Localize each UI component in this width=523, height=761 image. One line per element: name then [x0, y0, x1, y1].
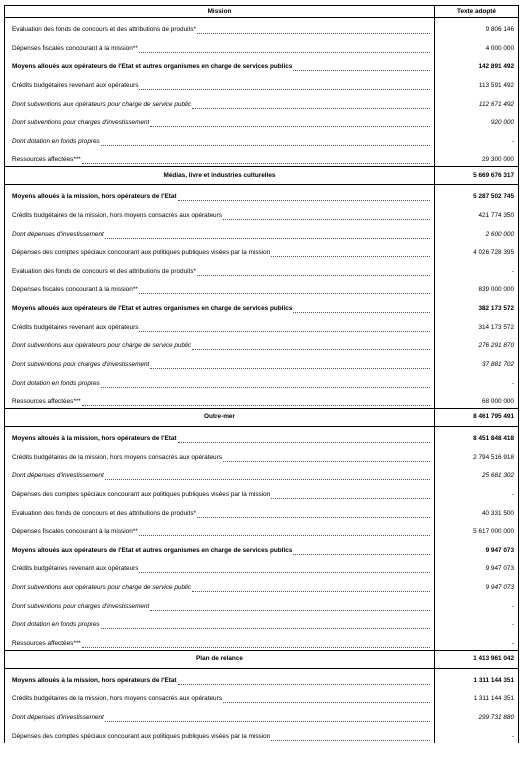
table-row [5, 73, 519, 92]
dotted-leader [197, 270, 430, 276]
dotted-leader [150, 121, 430, 127]
table-row [5, 538, 519, 557]
table-row [5, 222, 519, 241]
table-row [5, 315, 519, 334]
row-value: - [511, 621, 514, 629]
table-row [5, 371, 519, 390]
row-label: Evaluation des fonds de concours et des attributions de produits* [12, 267, 197, 275]
row-value: 29 300 000 [482, 156, 514, 164]
row-label: Moyens alloués aux opérateurs de l'Etat et autres organismes en charge de services publics [12, 63, 293, 71]
row-value: 68 000 000 [482, 397, 514, 405]
table-row [5, 278, 519, 297]
row-label: Dont subventions pour charges d'investissement [12, 119, 150, 127]
dotted-leader [101, 140, 430, 146]
row-label: Dont subventions aux opérateurs pour charge de service public [12, 100, 192, 108]
table-row [5, 185, 519, 204]
table-row [5, 92, 519, 111]
table-row [5, 668, 519, 687]
row-value: - [511, 137, 514, 145]
row-value: 37 881 702 [482, 361, 514, 369]
row-value: 299 731 880 [478, 713, 514, 721]
section-total: 1 413 961 042 [473, 655, 514, 662]
table-row [5, 148, 519, 167]
dotted-leader [192, 586, 430, 592]
row-value: 40 331 500 [482, 509, 514, 517]
section-title: Plan de relance [196, 655, 243, 662]
row-value: 1 311 144 351 [473, 676, 514, 684]
table-row [5, 575, 519, 594]
section-title: Médias, livre et industries culturelles [163, 171, 276, 179]
row-value: - [511, 267, 514, 275]
row-value: 839 000 000 [478, 286, 514, 294]
dotted-leader [192, 344, 430, 350]
row-value: 112 671 492 [478, 100, 514, 108]
table-row [5, 501, 519, 520]
dotted-leader [101, 623, 430, 629]
row-label: Dépenses des comptes spéciaux concourant aux politiques publiques visées par la mission [12, 249, 271, 257]
row-value: 4 000 000 [485, 44, 514, 52]
row-label: Crédits budgétaires de la mission, hors moyens consacrés aux opérateurs [12, 211, 222, 219]
row-label: Ressources affectées*** [12, 397, 81, 405]
table-row [5, 464, 519, 483]
row-label: Dépenses fiscales concourant à la mission** [12, 528, 138, 536]
row-label: Moyens alloués à la mission, hors opérateurs de l'Etat [12, 193, 177, 201]
row-label: Crédits budgétaires de la mission, hors moyens consacrés aux opérateurs [12, 695, 222, 703]
table-row [5, 426, 519, 445]
row-label: Dont dotation en fonds propres [12, 137, 100, 145]
row-label: Dont dotation en fonds propres [12, 379, 100, 387]
row-label: Evaluation des fonds de concours et des attributions de produits* [12, 509, 197, 517]
dotted-leader [139, 84, 430, 90]
row-label: Ressources affectées*** [12, 639, 81, 647]
row-label: Dont subventions pour charges d'investissement [12, 361, 150, 369]
row-label: Moyens alloués à la mission, hors opérateurs de l'Etat [12, 676, 177, 684]
dotted-leader [105, 233, 430, 239]
table-row [5, 390, 519, 409]
row-label: Dépenses fiscales concourant à la mission** [12, 286, 138, 294]
row-label: Dont subventions aux opérateurs pour charge de service public [12, 584, 192, 592]
row-value: 9 806 146 [485, 26, 514, 34]
dotted-leader [178, 679, 430, 685]
row-label: Dont dépenses d'investissement [12, 472, 104, 480]
table-row [5, 445, 519, 464]
table-row [5, 631, 519, 650]
dotted-leader [223, 214, 430, 220]
budget-table-page [4, 5, 518, 743]
row-value: 9 947 073 [485, 565, 514, 573]
row-value: - [511, 732, 514, 740]
dotted-leader [139, 567, 430, 573]
row-value: 2 600 000 [485, 230, 514, 238]
table-row [5, 520, 519, 539]
budget-table [4, 5, 519, 743]
row-label: Dépenses des comptes spéciaux concourant aux politiques publiques visées par la mission [12, 490, 271, 498]
dotted-leader [197, 28, 430, 34]
row-label: Ressources affectées*** [12, 156, 81, 164]
row-value: 1 311 144 351 [473, 695, 514, 703]
row-label: Moyens alloués à la mission, hors opérateurs de l'Etat [12, 434, 177, 442]
row-value: 5 617 000 000 [473, 528, 514, 536]
row-label: Dépenses fiscales concourant à la mission** [12, 44, 138, 52]
section-total: 8 461 795 491 [473, 413, 514, 421]
row-value: 421 774 350 [478, 211, 514, 219]
dotted-leader [192, 103, 430, 109]
table-row [5, 296, 519, 315]
table-row [5, 352, 519, 371]
dotted-leader [293, 549, 430, 555]
row-label: Dépenses des comptes spéciaux concourant aux politiques publiques visées par la mission [12, 732, 271, 740]
row-value: - [511, 490, 514, 498]
dotted-leader [139, 530, 430, 536]
row-value: 142 891 492 [478, 63, 514, 71]
dotted-leader [271, 735, 430, 741]
dotted-leader [293, 65, 430, 71]
table-row [5, 594, 519, 613]
table-row [5, 687, 519, 706]
dotted-leader [178, 195, 430, 201]
row-label: Dont dépenses d'investissement [12, 713, 104, 721]
dotted-leader [178, 437, 430, 443]
row-label: Dont dotation en fonds propres [12, 621, 100, 629]
table-body [5, 18, 519, 743]
table-row [5, 259, 519, 278]
section-header-row [5, 408, 519, 426]
row-label: Crédits budgétaires revenant aux opérateurs [12, 565, 139, 573]
section-total: 5 669 676 317 [473, 171, 514, 179]
dotted-leader [293, 307, 430, 313]
dotted-leader [223, 456, 430, 462]
row-value: - [511, 639, 514, 647]
row-value: 5 287 502 745 [473, 193, 514, 201]
table-row [5, 129, 519, 148]
section-title: Outre-mer [204, 413, 235, 421]
row-value: 25 681 302 [482, 472, 514, 480]
dotted-leader [82, 158, 430, 164]
row-value: 382 173 572 [478, 305, 514, 313]
dotted-leader [139, 288, 430, 294]
header-mission: Mission [5, 6, 435, 18]
dotted-leader [105, 716, 430, 722]
table-row [5, 482, 519, 501]
table-row [5, 557, 519, 576]
row-value: 9 947 073 [485, 584, 514, 592]
section-header-row [5, 167, 519, 185]
table-row [5, 36, 519, 55]
dotted-leader [105, 474, 430, 480]
row-value: 9 947 073 [485, 546, 514, 554]
row-value: 4 026 728 395 [473, 249, 514, 257]
row-value: 920 000 [490, 119, 514, 127]
table-row [5, 334, 519, 353]
dotted-leader [150, 605, 430, 611]
header-texte-adopte: Texte adopté [435, 6, 519, 18]
table-row [5, 724, 519, 743]
table-row [5, 241, 519, 260]
row-label: Dont subventions aux opérateurs pour charge de service public [12, 342, 192, 350]
row-value: 276 291 870 [478, 342, 514, 350]
dotted-leader [271, 251, 430, 257]
table-row [5, 203, 519, 222]
row-label: Crédits budgétaires de la mission, hors moyens consacrés aux opérateurs [12, 453, 222, 461]
table-row [5, 613, 519, 632]
row-label: Dont dépenses d'investissement [12, 230, 104, 238]
dotted-leader [223, 697, 430, 703]
dotted-leader [82, 642, 430, 648]
table-row [5, 705, 519, 724]
row-label: Moyens alloués aux opérateurs de l'Etat et autres organismes en charge de services publics [12, 546, 293, 554]
dotted-leader [271, 493, 430, 499]
row-label: Evaluation des fonds de concours et des attributions de produits* [12, 26, 197, 34]
row-label: Dont subventions pour charges d'investissement [12, 602, 150, 610]
row-value: 113 591 492 [478, 82, 514, 90]
row-value: - [511, 379, 514, 387]
dotted-leader [82, 400, 430, 406]
row-value: 8 451 848 418 [473, 434, 514, 442]
row-label: Crédits budgétaires revenant aux opérateurs [12, 323, 139, 331]
row-value: 314 173 572 [478, 323, 514, 331]
table-header-row [5, 6, 519, 18]
dotted-leader [139, 47, 430, 53]
table-row [5, 18, 519, 37]
dotted-leader [101, 382, 430, 388]
dotted-leader [139, 326, 430, 332]
table-row [5, 55, 519, 74]
dotted-leader [150, 363, 430, 369]
dotted-leader [197, 512, 430, 518]
row-value: - [511, 602, 514, 610]
section-header-row [5, 650, 519, 668]
row-label: Moyens alloués aux opérateurs de l'Etat et autres organismes en charge de services publics [12, 305, 293, 313]
row-label: Crédits budgétaires revenant aux opérateurs [12, 82, 139, 90]
row-value: 2 794 516 918 [473, 453, 514, 461]
table-row [5, 111, 519, 130]
